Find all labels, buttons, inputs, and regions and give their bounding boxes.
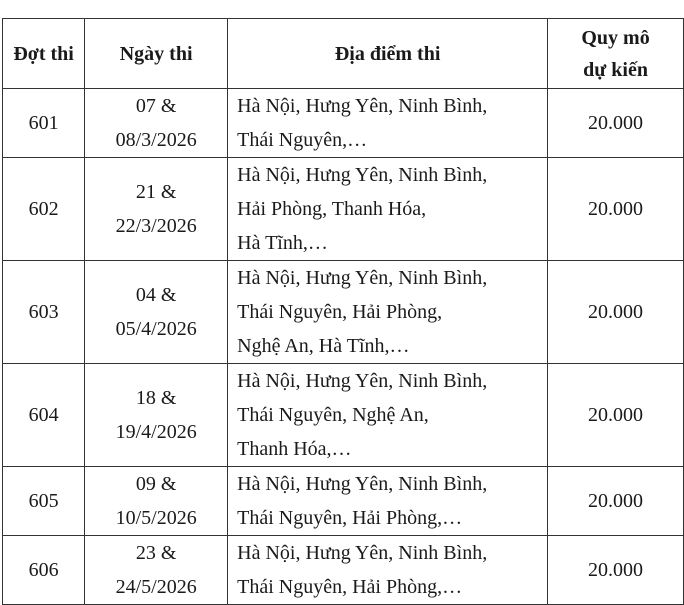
cell-size: 20.000 [548,89,684,158]
cell-date-line2: 24/5/2026 [115,576,197,598]
cell-place-line: Hà Nội, Hưng Yên, Ninh Bình, [237,542,488,564]
table-row [3,261,684,364]
cell-date [85,364,228,467]
cell-round: 603 [3,261,85,364]
cell-round: 605 [3,467,85,536]
cell-size: 20.000 [548,261,684,364]
cell-place [228,364,548,467]
cell-place-line: Thái Nguyên, Nghệ An, [237,404,429,426]
header-size-line1: Quy mô [581,26,650,49]
table-row [3,364,684,467]
cell-size: 20.000 [548,536,684,605]
cell-place-line: Thái Nguyên, Hải Phòng,… [237,507,463,529]
cell-date-line2: 22/3/2026 [115,215,197,237]
cell-place-line: Hà Nội, Hưng Yên, Ninh Bình, [237,267,488,289]
cell-place [228,536,548,605]
cell-place-line: Hà Nội, Hưng Yên, Ninh Bình, [237,370,488,392]
header-size [548,19,684,89]
cell-round: 601 [3,89,85,158]
cell-size: 20.000 [548,467,684,536]
cell-date [85,536,228,605]
cell-date [85,261,228,364]
cell-round: 604 [3,364,85,467]
table-row [3,536,684,605]
exam-schedule-table [2,18,684,605]
cell-place [228,467,548,536]
exam-schedule-table-container [2,18,684,605]
cell-date-line1: 18 & [135,387,177,409]
header-place: Địa điểm thi [228,19,548,89]
cell-place-line: Thanh Hóa,… [237,438,352,460]
cell-date-line1: 23 & [135,542,177,564]
header-size-line2: dự kiến [583,58,648,81]
cell-date [85,467,228,536]
cell-place-line: Thái Nguyên,… [237,129,368,151]
table-row [3,158,684,261]
cell-date-line1: 07 & [135,95,177,117]
header-date: Ngày thi [85,19,228,89]
cell-round: 606 [3,536,85,605]
cell-date [85,89,228,158]
header-round: Đợt thi [3,19,85,89]
cell-date-line1: 04 & [135,284,177,306]
cell-round: 602 [3,158,85,261]
cell-place-line: Nghệ An, Hà Tĩnh,… [237,335,410,357]
cell-date-line1: 09 & [135,473,177,495]
cell-place-line: Hà Nội, Hưng Yên, Ninh Bình, [237,95,488,117]
cell-place-line: Thái Nguyên, Hải Phòng, [237,301,443,323]
table-header-row [3,19,684,89]
cell-date-line2: 05/4/2026 [115,318,197,340]
cell-size: 20.000 [548,364,684,467]
table-row [3,89,684,158]
cell-date-line2: 08/3/2026 [115,129,197,151]
cell-date-line2: 19/4/2026 [115,421,197,443]
cell-place [228,261,548,364]
cell-place-line: Hà Nội, Hưng Yên, Ninh Bình, [237,164,488,186]
cell-place-line: Hà Tĩnh,… [237,232,328,254]
cell-place [228,89,548,158]
cell-place-line: Hải Phòng, Thanh Hóa, [237,198,427,220]
cell-place-line: Hà Nội, Hưng Yên, Ninh Bình, [237,473,488,495]
cell-size: 20.000 [548,158,684,261]
cell-date [85,158,228,261]
cell-place [228,158,548,261]
cell-date-line2: 10/5/2026 [115,507,197,529]
cell-date-line1: 21 & [135,181,177,203]
table-row [3,467,684,536]
cell-place-line: Thái Nguyên, Hải Phòng,… [237,576,463,598]
